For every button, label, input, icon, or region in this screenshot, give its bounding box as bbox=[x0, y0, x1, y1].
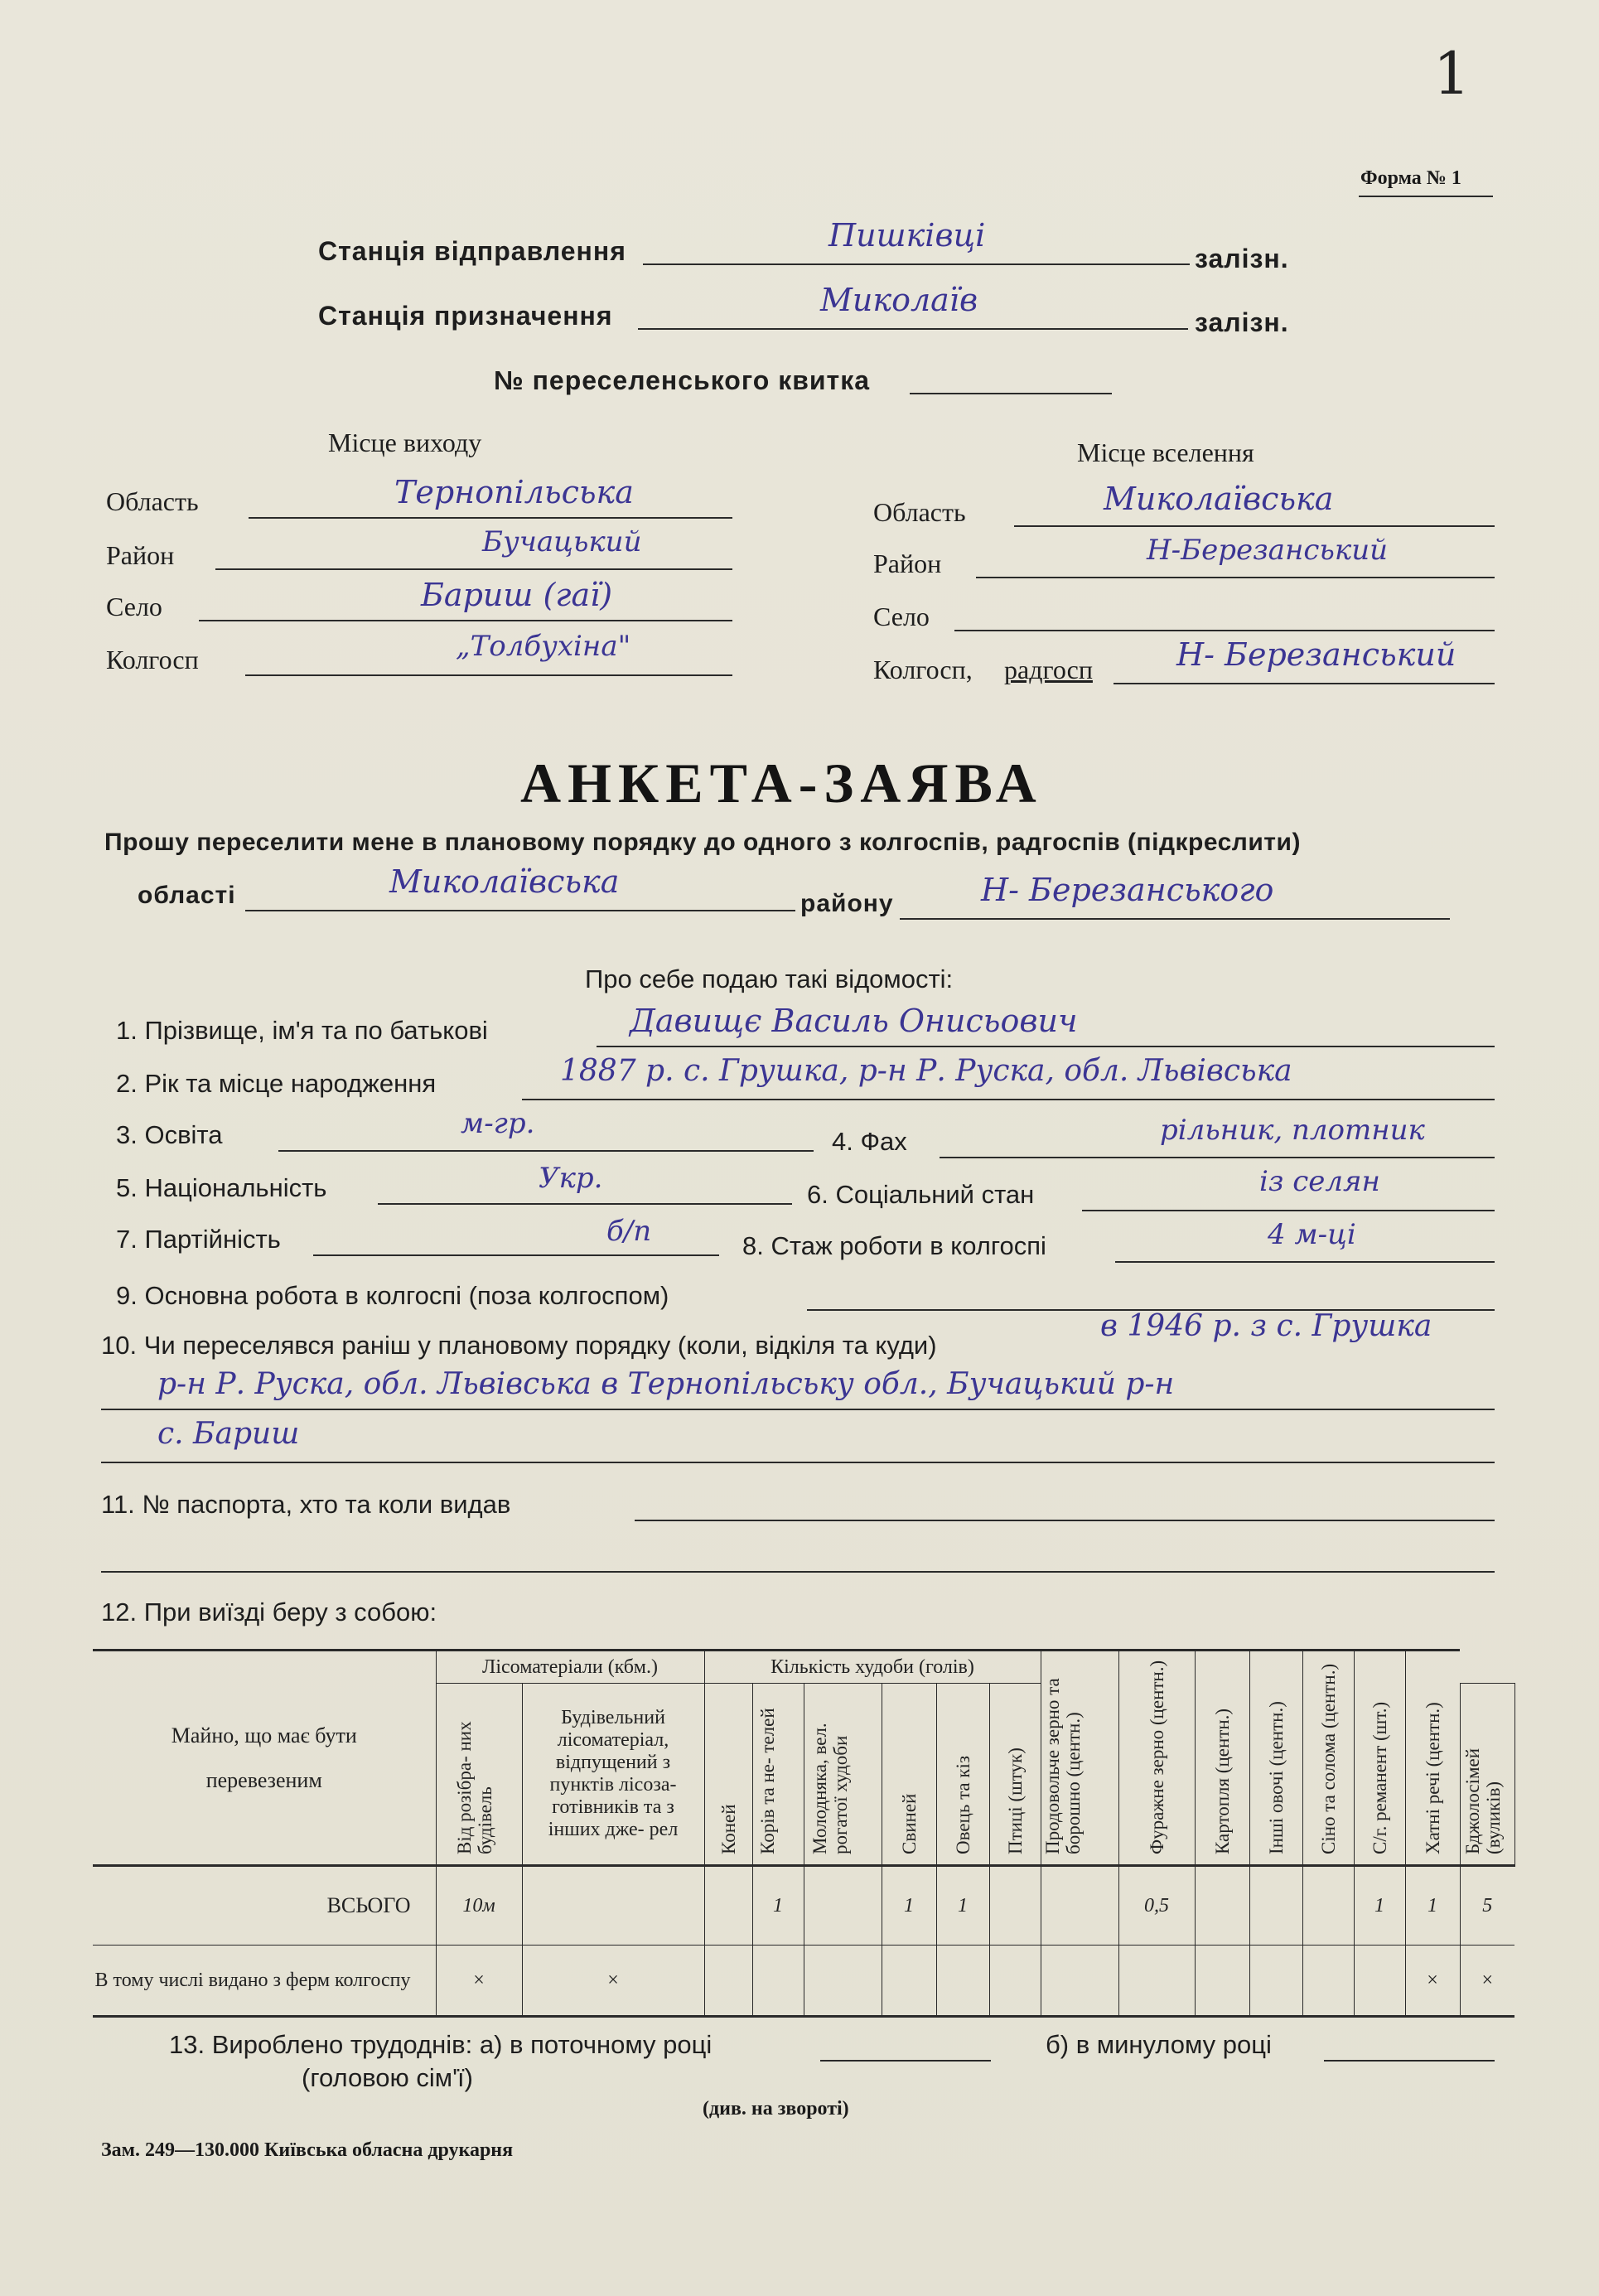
farm-cell bbox=[936, 1946, 989, 2017]
col-property-text: Майно, що має бути перевезеним bbox=[171, 1723, 357, 1792]
total-cell bbox=[1249, 1866, 1302, 1946]
origin-oblast-line bbox=[249, 517, 732, 519]
origin-heading: Місце виходу bbox=[328, 428, 482, 457]
total-cell bbox=[704, 1866, 752, 1946]
field-2-value: 1887 р. с. Грушка, р-н Р. Руска, обл. Львівська bbox=[560, 1054, 1292, 1088]
field-3-value: м-гр. bbox=[461, 1107, 535, 1140]
settlement-selo-label: Село bbox=[873, 602, 930, 631]
settlement-oblast-label: Область bbox=[873, 497, 966, 527]
total-cell: 0,5 bbox=[1118, 1866, 1195, 1946]
page-title: АНКЕТА-ЗАЯВА bbox=[520, 752, 1043, 814]
farm-cell bbox=[1041, 1946, 1118, 2017]
field-3-label: 3. Освіта bbox=[116, 1120, 223, 1149]
intro-text: Про себе подаю такі відомості: bbox=[585, 964, 954, 993]
destination-value: Миколаїв bbox=[820, 282, 978, 318]
departure-rail: залізн. bbox=[1195, 244, 1289, 273]
farm-cell: × bbox=[1460, 1946, 1514, 2017]
origin-selo-line bbox=[199, 620, 732, 621]
field-5-label: 5. Національність bbox=[116, 1173, 327, 1202]
field-10-line2-value: р-н Р. Руска, обл. Львівська в Тернопільську обл., Бучацький р-н bbox=[157, 1367, 1175, 1401]
settlement-oblast-value: Миколаївська bbox=[1104, 481, 1334, 517]
col-forage-text: Фуражне зерно (центн.) bbox=[1146, 1660, 1167, 1854]
table-group-header-row bbox=[93, 1651, 1514, 1684]
farm-cell: × bbox=[1405, 1946, 1460, 2017]
col-hay-text: Сіно та солома (центн.) bbox=[1317, 1663, 1339, 1854]
field-7-line bbox=[313, 1254, 719, 1256]
request-oblast-line bbox=[245, 910, 795, 911]
request-oblast-value: Миколаївська bbox=[389, 863, 620, 900]
table-row-total bbox=[93, 1866, 1514, 1946]
departure-label: Станція відправлення bbox=[318, 236, 626, 266]
group-timber-header: Лісоматеріали (кбм.) bbox=[436, 1651, 704, 1684]
col-hay-header bbox=[1302, 1651, 1354, 1866]
field-6-label: 6. Соціальний стан bbox=[807, 1180, 1035, 1209]
col-potato-text: Картопля (центн.) bbox=[1211, 1708, 1233, 1854]
col-horses-header bbox=[704, 1684, 752, 1866]
farm-cell bbox=[1195, 1946, 1249, 2017]
field-6-value: із селян bbox=[1259, 1165, 1380, 1198]
col-building-text: Будівельний лісоматеріал, відпущений з пунктів лісоза- готівників та з інших дже- рел bbox=[548, 1707, 679, 1840]
request-raion-label: району bbox=[800, 890, 894, 917]
origin-selo-label: Село bbox=[106, 592, 162, 621]
settlement-radhosp-label: радгосп bbox=[1004, 655, 1093, 684]
workdays-label: 13. Вироблено трудоднів: а) в поточному році bbox=[169, 2030, 713, 2059]
col-young-text: Молодняка, вел. рогатої худоби bbox=[809, 1722, 851, 1854]
settlement-selo-line bbox=[954, 630, 1495, 631]
request-raion-value: Н- Березанського bbox=[981, 872, 1274, 908]
settlement-kolhosp-line bbox=[1114, 683, 1495, 684]
origin-raion-line bbox=[215, 568, 732, 570]
farm-cell bbox=[1302, 1946, 1354, 2017]
field-9-label: 9. Основна робота в колгоспі (поза колгоспом) bbox=[116, 1281, 669, 1310]
field-10-line-2 bbox=[101, 1409, 1495, 1410]
farm-cell bbox=[752, 1946, 804, 2017]
settlement-heading: Місце вселення bbox=[1077, 437, 1254, 467]
col-home-header bbox=[1405, 1651, 1460, 1866]
page-number: 1 bbox=[1433, 40, 1471, 108]
row-farm-label: В тому числі видано з ферм колгоспу bbox=[93, 1946, 436, 2017]
origin-kolhosp-line bbox=[245, 674, 732, 676]
table-row-farm bbox=[93, 1946, 1514, 2017]
farm-cell bbox=[1249, 1946, 1302, 2017]
field-11-line bbox=[635, 1520, 1495, 1521]
field-7-label: 7. Партійність bbox=[116, 1225, 281, 1254]
farm-cell: × bbox=[436, 1946, 522, 2017]
field-12-label: 12. При виїзді беру з собою: bbox=[101, 1598, 437, 1627]
turn-over-note: (див. на звороті) bbox=[703, 2098, 849, 2120]
col-pigs-header bbox=[882, 1684, 936, 1866]
settlement-oblast-line bbox=[1014, 525, 1495, 527]
farm-cell bbox=[1354, 1946, 1405, 2017]
col-food-text: Продовольче зерно та борошно (центн.) bbox=[1042, 1678, 1084, 1854]
field-8-label: 8. Стаж роботи в колгоспі bbox=[742, 1231, 1046, 1260]
workdays-prev-line bbox=[1324, 2060, 1495, 2062]
form-label: Форма № 1 bbox=[1360, 167, 1461, 189]
total-cell: 10м bbox=[436, 1866, 522, 1946]
origin-kolhosp-value: „Толбухіна" bbox=[456, 630, 631, 663]
settlement-raion-label: Район bbox=[873, 549, 942, 578]
request-raion-line bbox=[900, 918, 1450, 920]
total-cell bbox=[989, 1866, 1041, 1946]
total-cell: 1 bbox=[936, 1866, 989, 1946]
farm-cell: × bbox=[522, 1946, 704, 2017]
request-text: Прошу переселити мене в плановому порядку до одного з колгоспів, радгоспів (підкреслити) bbox=[104, 829, 1301, 856]
farm-cell bbox=[804, 1946, 882, 2017]
col-birds-header bbox=[989, 1684, 1041, 1866]
total-cell bbox=[1041, 1866, 1118, 1946]
goods-table bbox=[93, 1649, 1515, 2018]
total-cell bbox=[1195, 1866, 1249, 1946]
origin-kolhosp-label: Колгосп bbox=[106, 645, 199, 674]
field-10-line-3 bbox=[101, 1462, 1495, 1463]
col-birds-text: Птиці (штук) bbox=[1004, 1747, 1026, 1854]
col-horses-text: Коней bbox=[717, 1803, 739, 1854]
total-cell: 1 bbox=[1354, 1866, 1405, 1946]
destination-label: Станція призначення bbox=[318, 301, 613, 331]
destination-line bbox=[638, 328, 1188, 330]
col-home-text: Хатні речі (центн.) bbox=[1422, 1702, 1443, 1854]
col-young-header bbox=[804, 1684, 882, 1866]
farm-cell bbox=[1118, 1946, 1195, 2017]
field-2-label: 2. Рік та місце народження bbox=[116, 1069, 437, 1098]
workdays-current-line bbox=[820, 2060, 991, 2062]
printer-footer: Зам. 249—130.000 Київська обласна друкарня bbox=[101, 2139, 514, 2161]
col-veg-header bbox=[1249, 1651, 1302, 1866]
workdays-sub: (головою сім'ї) bbox=[302, 2063, 473, 2092]
col-pigs-text: Свиней bbox=[898, 1793, 920, 1854]
field-4-line bbox=[940, 1157, 1495, 1158]
col-equip-header bbox=[1354, 1651, 1405, 1866]
col-sheep-text: Овець та кіз bbox=[952, 1755, 973, 1854]
request-oblast-label: області bbox=[138, 882, 236, 909]
field-1-value: Давищє Василь Онисьович bbox=[630, 1003, 1078, 1039]
col-equip-text: С/г. реманент (шт.) bbox=[1369, 1701, 1390, 1854]
farm-cell bbox=[704, 1946, 752, 2017]
field-1-line bbox=[597, 1046, 1495, 1047]
row-total-label: ВСЬОГО bbox=[93, 1866, 436, 1946]
col-dismantled-header bbox=[436, 1684, 522, 1866]
col-potato-header bbox=[1195, 1651, 1249, 1866]
field-3-line bbox=[278, 1150, 814, 1152]
col-bees-header bbox=[1460, 1684, 1514, 1866]
total-cell: 1 bbox=[752, 1866, 804, 1946]
field-8-value: 4 м-ці bbox=[1268, 1218, 1356, 1251]
field-6-line bbox=[1082, 1210, 1495, 1211]
col-sheep-header bbox=[936, 1684, 989, 1866]
total-cell bbox=[804, 1866, 882, 1946]
field-5-value: Укр. bbox=[539, 1162, 603, 1195]
field-10-line3-value: с. Бариш bbox=[157, 1417, 300, 1451]
total-cell bbox=[1302, 1866, 1354, 1946]
farm-cell bbox=[989, 1946, 1041, 2017]
col-building-header bbox=[522, 1684, 704, 1866]
col-forage-header bbox=[1118, 1651, 1195, 1866]
form-label-underline bbox=[1359, 196, 1493, 197]
field-10-label: 10. Чи переселявся раніш у плановому порядку (коли, відкіля та куди) bbox=[101, 1331, 937, 1360]
group-livestock-header: Кількість худоби (голів) bbox=[704, 1651, 1041, 1684]
col-dismantled-text: Від розібра- них будівель bbox=[454, 1720, 495, 1854]
field-1-label: 1. Прізвище, ім'я та по батькові bbox=[116, 1016, 488, 1045]
field-5-line bbox=[378, 1203, 792, 1205]
col-cows-header bbox=[752, 1684, 804, 1866]
settlement-raion-line bbox=[976, 577, 1495, 578]
field-7-value: б/п bbox=[606, 1215, 652, 1248]
settlement-raion-value: Н-Березанський bbox=[1147, 534, 1388, 567]
farm-cell bbox=[882, 1946, 936, 2017]
field-11-label: 11. № паспорта, хто та коли видав bbox=[101, 1490, 511, 1519]
total-cell: 5 bbox=[1460, 1866, 1514, 1946]
workdays-prev-label: б) в минулому році bbox=[1046, 2030, 1272, 2059]
field-8-line bbox=[1115, 1261, 1495, 1263]
col-veg-text: Інші овочі (центн.) bbox=[1265, 1701, 1287, 1854]
total-cell: 1 bbox=[1405, 1866, 1460, 1946]
field-11-line-2 bbox=[101, 1571, 1495, 1573]
total-cell bbox=[522, 1866, 704, 1946]
field-2-line bbox=[522, 1099, 1495, 1100]
departure-value: Пишківці bbox=[828, 217, 986, 254]
destination-rail: залізн. bbox=[1195, 307, 1289, 337]
field-4-label: 4. Фах bbox=[832, 1127, 907, 1156]
origin-selo-value: Бариш (гаї) bbox=[421, 577, 613, 613]
col-bees-text: Бджолосімей (вуликів) bbox=[1462, 1747, 1504, 1854]
settlement-kolhosp-value: Н- Березанський bbox=[1176, 636, 1456, 673]
field-10-line1-value: в 1946 р. з с. Грушка bbox=[1100, 1309, 1432, 1343]
total-cell: 1 bbox=[882, 1866, 936, 1946]
col-food-header bbox=[1041, 1651, 1118, 1866]
origin-raion-label: Район bbox=[106, 540, 175, 570]
origin-raion-value: Бучацький bbox=[482, 525, 642, 558]
ticket-label: № переселенського квитка bbox=[494, 365, 871, 395]
field-4-value: рільник, плотник bbox=[1160, 1114, 1425, 1147]
ticket-line bbox=[910, 393, 1112, 394]
settlement-kolhosp-label: Колгосп, bbox=[873, 655, 973, 684]
origin-oblast-label: Область bbox=[106, 486, 199, 516]
col-property-header bbox=[93, 1651, 436, 1866]
col-cows-text: Корів та не- телей bbox=[757, 1707, 778, 1854]
departure-line bbox=[643, 263, 1190, 265]
origin-oblast-value: Тернопільська bbox=[394, 474, 634, 510]
